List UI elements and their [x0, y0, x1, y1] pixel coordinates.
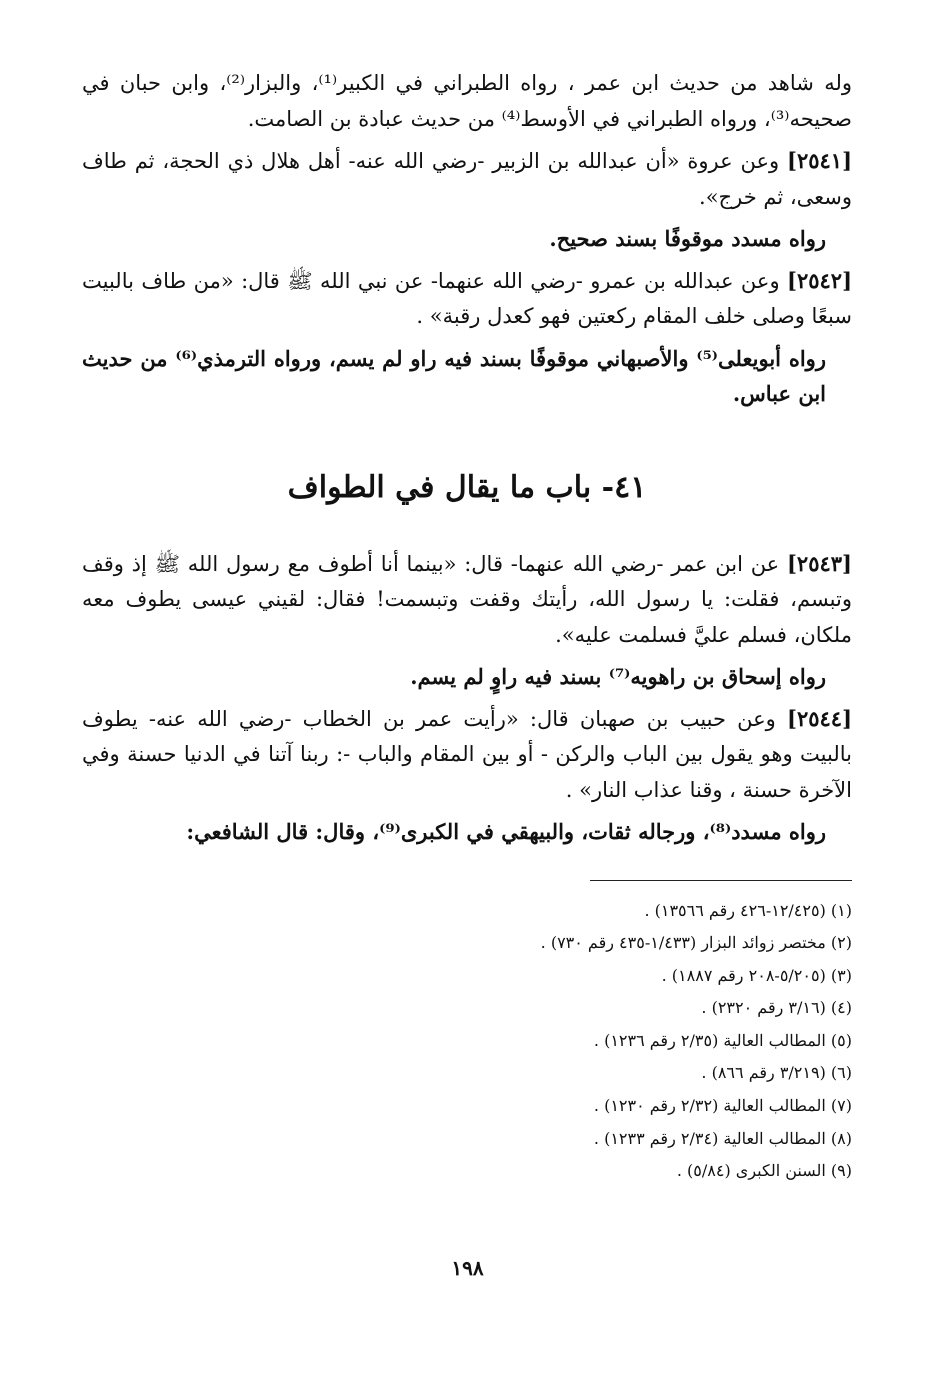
footnote-9: (٩) السنن الكبرى (٥/٨٤) .: [676, 1161, 852, 1181]
hadith-number: [٢٥٤٢]: [787, 267, 852, 293]
page-number: ١٩٨: [451, 1256, 484, 1280]
hadith-text: وعن حبيب بن صهبان قال: «رأيت عمر بن الخطاب -رضي الله عنه- يطوف بالبيت وهو يقول بين الباب والركن - أو بين المقام والباب -: ربنا آتنا في الدنيا حسنة وفي الآخرة حسنة ، وقنا عذاب النار» .: [82, 706, 852, 802]
chapter-title: ٤١- باب ما يقال في الطواف: [287, 469, 647, 505]
hadith-number: [٢٥٤٤]: [787, 705, 852, 731]
paragraph-witness: وله شاهد من حديث ابن عمر ، رواه الطبراني في الكبير⁽¹⁾، والبزار⁽²⁾، وابن حبان في صحيحه⁽³⁾، ورواه الطبراني في الأوسط⁽⁴⁾ من حديث عبادة بن الصامت.: [82, 71, 852, 131]
hadith-2543-reference: رواه إسحاق بن راهويه⁽⁷⁾ بسند فيه راوٍ لم يسم.: [410, 664, 826, 689]
hadith-2544: [82, 701, 852, 809]
hadith-2541-reference: رواه مسدد موقوفًا بسند صحيح.: [549, 226, 826, 251]
footnotes-list: [82, 895, 852, 1188]
footnote-3: (٣) (٥/٢٠٥-٢٠٨ رقم ١٨٨٧) .: [661, 965, 852, 985]
footnote-divider: [590, 880, 852, 881]
footnote-2: (٢) مختصر زوائد البزار (١/٤٣٣-٤٣٥ رقم ٧٣٠) .: [540, 933, 852, 953]
footnote-6: (٦) (٣/٢١٩ رقم ٨٦٦) .: [701, 1063, 852, 1083]
hadith-2541: [82, 143, 852, 215]
footnote-4: (٤) (٣/١٦ رقم ٢٣٢٠) .: [701, 998, 852, 1018]
page-body: [82, 66, 852, 1356]
hadith-2543: [82, 546, 852, 654]
hadith-2542: [82, 263, 852, 335]
hadith-text: عن ابن عمر -رضي الله عنهما- قال: «بينما أنا أطوف مع رسول الله ﷺ إذ وقف وتبسم، فقلت: يا رسول الله، رأيتك وقفت وتبسمت! فقال: لقيني عيسى يطوف معه ملكان، فسلم عليَّ فسلمت عليه».: [82, 551, 852, 647]
hadith-number: [٢٥٤٣]: [786, 550, 852, 576]
hadith-2544-reference: رواه مسدد⁽⁸⁾، ورجاله ثقات، والبيهقي في الكبرى⁽⁹⁾، وقال: قال الشافعي:: [186, 819, 826, 844]
hadith-2542-reference: رواه أبويعلى⁽⁵⁾ والأصبهاني موقوفًا بسند فيه راو لم يسم، ورواه الترمذي⁽⁶⁾ من حديث ابن عباس.: [82, 345, 826, 406]
footnote-7: (٧) المطالب العالية (٢/٣٢ رقم ١٢٣٠) .: [593, 1096, 852, 1116]
hadith-number: [٢٥٤١]: [787, 148, 853, 173]
footnote-8: (٨) المطالب العالية (٢/٣٤ رقم ١٢٣٣) .: [593, 1128, 852, 1148]
footnote-5: (٥) المطالب العالية (٢/٣٥ رقم ١٢٣٦) .: [593, 1030, 852, 1050]
hadith-text: وعن عروة «أن عبدالله بن الزبير -رضي الله عنه- أهل هلال ذي الحجة، ثم طاف وسعى، ثم خرج».: [82, 149, 852, 209]
footnote-1: (١) (١٢/٤٢٥-٤٢٦ رقم ١٣٥٦٦) .: [644, 900, 852, 920]
hadith-text: وعن عبدالله بن عمرو -رضي الله عنهما- عن نبي الله ﷺ قال: «من طاف بالبيت سبعًا وصلى خلف المقام ركعتين فهو كعدل رقبة» .: [82, 268, 852, 328]
